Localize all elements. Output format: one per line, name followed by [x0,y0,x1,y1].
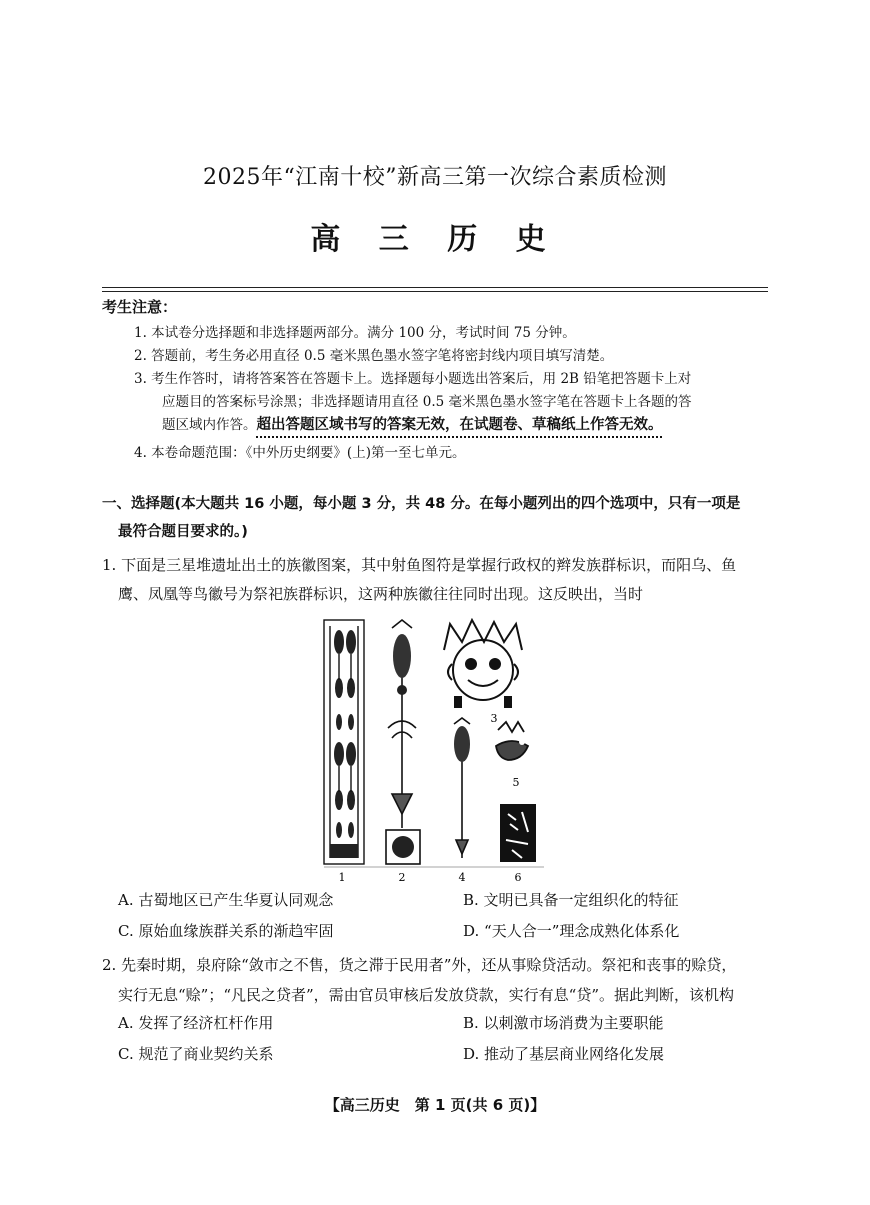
figure-label-1: 1 [338,871,346,884]
notice-item-4: 4. 本卷命题范围：《中外历史纲要》(上)第一至七单元。 [134,445,466,461]
emblem-1 [324,620,364,864]
notice-item-3-line3 [162,412,663,438]
notice-item-3-line2: 应题目的答案标号涂黑；非选择题请用直径 0.5 毫米黑色墨水签字笔在答题卡上各题的答 [162,394,692,410]
divider-rule-top [102,287,768,288]
exam-title: 2025年“江南十校”新高三第一次综合素质检测 [203,165,667,190]
figure-label-5: 5 [512,776,520,789]
q1-option-c: C. 原始血缘族群关系的渐趋牢固 [118,922,334,940]
subject-title: 高 三 历 史 [310,222,560,257]
emblem-6-seal [500,804,536,862]
figure-label-6: 6 [514,871,522,884]
q1-option-a: A. 古蜀地区已产生华夏认同观念 [118,891,334,909]
q2-option-c: C. 规范了商业契约关系 [118,1045,274,1063]
notice-item-3-text: 题区域内作答。 [162,417,257,433]
question-2-stem-cont: 实行无息“赊”；“凡民之贷者”，需由官员审核后发放贷款，实行有息“贷”。据此判断，该机构 [118,986,735,1004]
page-footer: 【高三历史 第 1 页(共 6 页)】 [324,1096,546,1114]
emblem-5-bird [496,722,528,760]
notice-item-3-line1: 3. 考生作答时，请将答案答在答题卡上。选择题每小题选出答案后，用 2B 铅笔把答题卡上对 [134,371,692,387]
question-1-stem: 1. 下面是三星堆遗址出土的族徽图案，其中射鱼图符是掌握行政权的辫发族群标识，而阳乌、鱼 [102,556,737,574]
clan-emblem-illustration [322,618,546,886]
emblem-4 [454,718,470,858]
divider-rule-bottom [102,291,768,292]
clan-emblem-figure [322,618,546,886]
q2-option-b: B. 以刺激市场消费为主要职能 [463,1014,664,1032]
notice-heading: 考生注意： [102,298,178,316]
figure-label-4: 4 [458,871,466,884]
section-heading: 一、选择题(本大题共 16 小题，每小题 3 分，共 48 分。在每小题列出的四个选项中，只有一项是 [102,496,741,512]
q2-option-a: A. 发挥了经济杠杆作用 [118,1014,274,1032]
q2-option-d: D. 推动了基层商业网络化发展 [463,1045,665,1063]
emblem-3-face [444,620,522,708]
figure-label-2: 2 [398,871,406,884]
notice-item-2: 2. 答题前，考生务必用直径 0.5 毫米黑色墨水签字笔将密封线内项目填写清楚。 [134,348,614,364]
notice-item-1: 1. 本试卷分选择题和非选择题两部分。满分 100 分，考试时间 75 分钟。 [134,325,576,341]
figure-label-3: 3 [490,712,498,725]
notice-emphasis: 超出答题区域书写的答案无效，在试题卷、草稿纸上作答无效。 [256,417,663,433]
q1-option-d: D. “天人合一”理念成熟化体系化 [463,922,680,940]
q1-option-b: B. 文明已具备一定组织化的特征 [463,891,679,909]
emblem-2 [386,620,420,864]
section-heading-cont: 最符合题目要求的。) [118,524,248,540]
question-2-stem: 2. 先秦时期，泉府除“敛市之不售，货之滞于民用者”外，还从事赊贷活动。祭祀和丧事的赊贷， [102,956,737,974]
question-1-stem-cont: 鹰、凤凰等鸟徽号为祭祀族群标识，这两种族徽往往同时出现。这反映出，当时 [118,585,644,603]
